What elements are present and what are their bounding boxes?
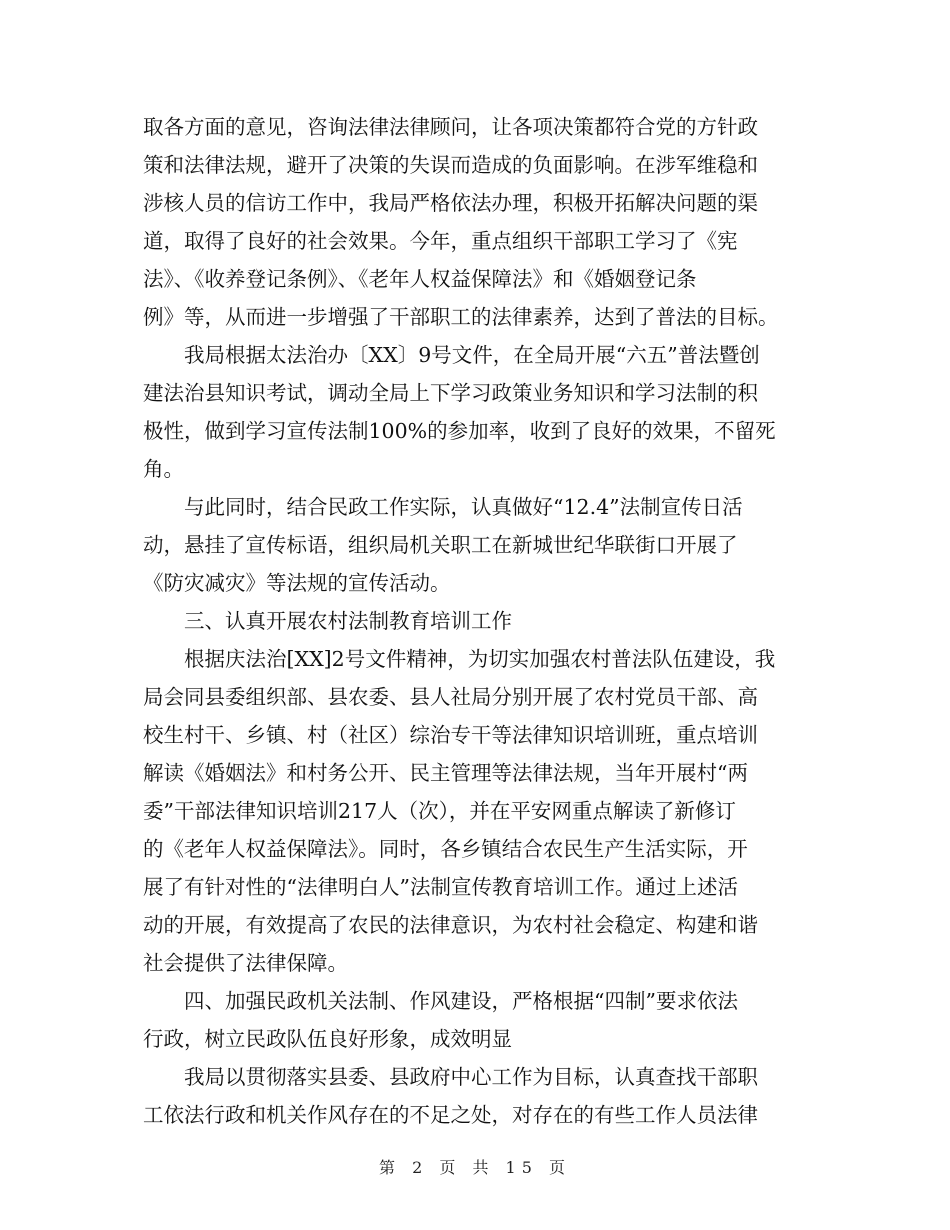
text-line: 行政，树立民政队伍良好形象，成效明显 <box>143 1027 512 1051</box>
document-body <box>143 108 815 1134</box>
text-line: 的《老年人权益保障法》。同时，各乡镇结合农民生产生活实际，开 <box>143 837 748 861</box>
text-line: 工依法行政和机关作风存在的不足之处，对存在的有些工作人员法律 <box>143 1103 758 1127</box>
text-line: 涉核人员的信访工作中，我局严格依法办理，积极开拓解决问题的渠 <box>143 191 758 215</box>
text-line: 法》、《收养登记条例》、《老年人权益保障法》和《婚姻登记条 <box>143 267 697 291</box>
page-footer: 第 2 页 共 15 页 <box>379 1158 571 1177</box>
text-line: 解读《婚姻法》和村务公开、民主管理等法律法规，当年开展村“两 <box>143 761 748 785</box>
text-line: 《防灾减灾》等法规的宣传活动。 <box>143 571 451 595</box>
text-line: 道，取得了良好的社会效果。今年，重点组织干部职工学习了《宪 <box>143 229 738 253</box>
text-line: 委”干部法律知识培训217人（次），并在平安网重点解读了新修订 <box>143 799 736 823</box>
text-line: 策和法律法规，避开了决策的失误而造成的负面影响。在涉军维稳和 <box>143 153 758 177</box>
text-line: 展了有针对性的“法律明白人”法制宣传教育培训工作。通过上述活 <box>143 875 738 899</box>
text-line: 建法治县知识考试，调动全局上下学习政策业务知识和学习法制的积 <box>143 381 758 405</box>
text-line: 局会同县委组织部、县农委、县人社局分别开展了农村党员干部、高 <box>143 685 758 709</box>
text-line: 动的开展，有效提高了农民的法律意识，为农村社会稳定、构建和谐 <box>143 913 758 937</box>
text-line: 四、加强民政机关法制、作风建设，严格根据“四制”要求依法 <box>184 989 738 1013</box>
text-line: 校生村干、乡镇、村（社区）综治专干等法律知识培训班，重点培训 <box>143 723 758 747</box>
text-line: 我局以贯彻落实县委、县政府中心工作为目标，认真查找干部职 <box>184 1065 758 1089</box>
text-line: 极性，做到学习宣传法制100%的参加率，收到了良好的效果，不留死 <box>143 419 776 443</box>
text-line: 取各方面的意见，咨询法律法律顾问，让各项决策都符合党的方针政 <box>143 115 758 139</box>
text-line: 与此同时，结合民政工作实际，认真做好“12.4”法制宣传日活 <box>184 495 743 519</box>
text-line: 角。 <box>143 457 184 481</box>
text-line: 社会提供了法律保障。 <box>143 951 348 975</box>
text-line: 三、认真开展农村法制教育培训工作 <box>184 609 512 633</box>
text-line: 根据庆法治[XX]2号文件精神，为切实加强农村普法队伍建设，我 <box>184 647 776 671</box>
text-line: 例》等，从而进一步增强了干部职工的法律素养，达到了普法的目标。 <box>143 305 779 329</box>
text-line: 我局根据太法治办〔XX〕9号文件，在全局开展“六五”普法暨创 <box>184 343 760 367</box>
text-line: 动，悬挂了宣传标语，组织局机关职工在新城世纪华联街口开展了 <box>143 533 738 557</box>
